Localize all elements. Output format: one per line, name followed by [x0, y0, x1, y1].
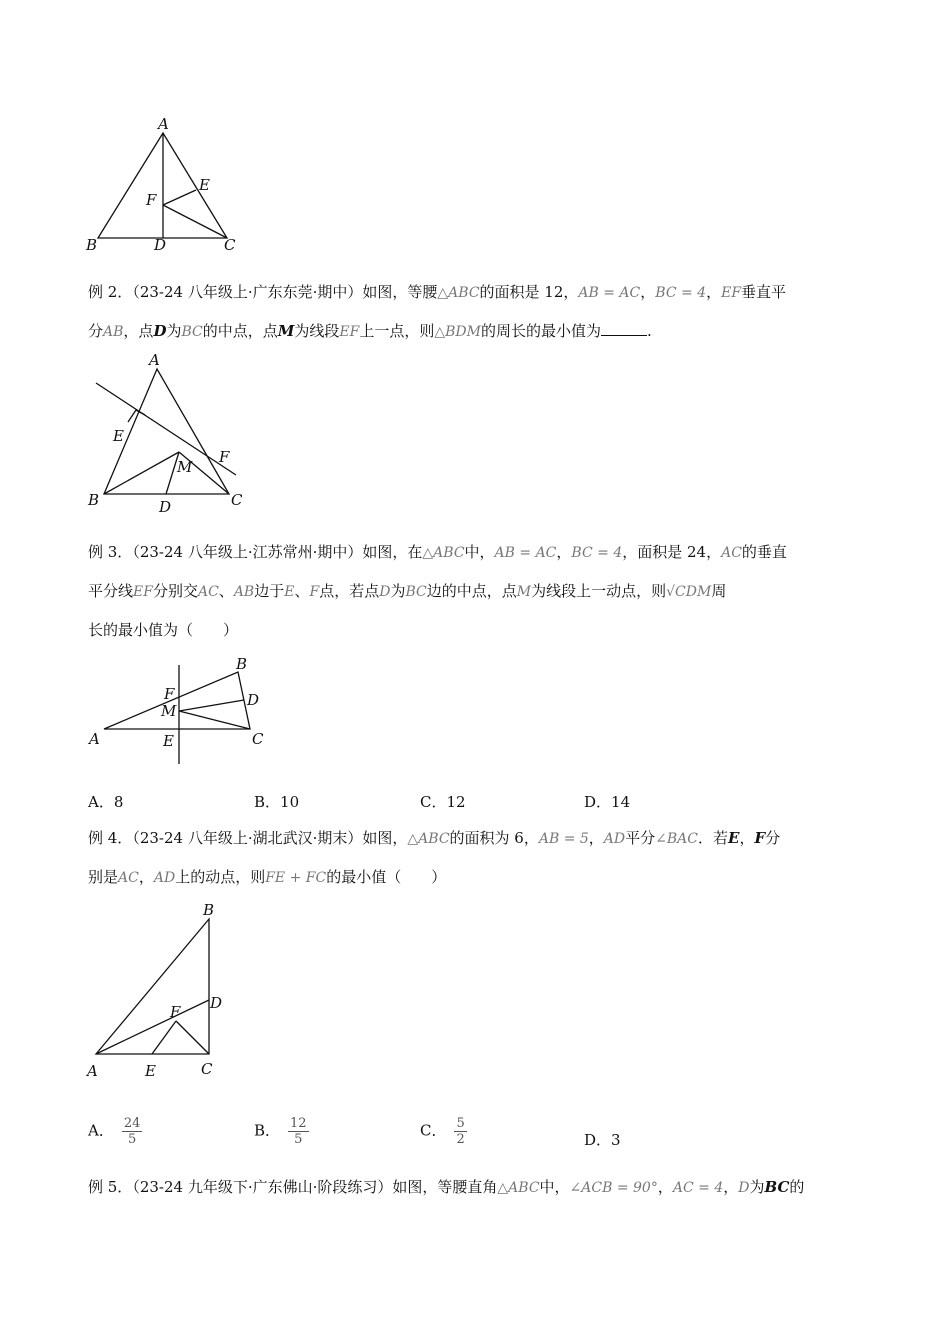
ex3-line-1: [88, 542, 787, 563]
ex5-math: D: [738, 1180, 750, 1196]
ex4-text: 上的动点，则: [175, 868, 266, 886]
figure-4-lines: [96, 919, 209, 1054]
figure-3-lines: [104, 665, 250, 764]
fig4-label-c: C: [201, 1060, 213, 1078]
ex5-math: BC: [764, 1178, 790, 1196]
ex4-label: 例 4．: [88, 829, 133, 847]
ex4-text: ，: [138, 868, 154, 886]
ex3-text: 如图，在: [362, 543, 423, 561]
ex3-label: 例 3．: [88, 543, 133, 561]
ex3-option-b[interactable]: B．10: [254, 793, 300, 811]
ex3-text: ，面积是 24，: [622, 543, 722, 561]
ex4-line-2: [88, 867, 446, 888]
ex5-text: 的: [789, 1178, 805, 1196]
ex5-source: （23-24 九年级下·广东佛山·阶段练习）: [132, 1178, 393, 1196]
ex4-math: E: [728, 829, 740, 847]
ex3-source: （23-24 八年级上·江苏常州·期中）: [132, 543, 363, 561]
ex4-text: 如图，: [362, 829, 408, 847]
fig3-label-e: E: [163, 732, 174, 750]
ex2-math: △BDM: [434, 324, 481, 340]
ex2-label: 例 2．: [88, 283, 133, 301]
ex3-text: 中，: [464, 543, 495, 561]
fig4-label-b: B: [203, 901, 215, 919]
ex2-math: AB = AC: [578, 285, 641, 301]
ex3-math: √CDM: [666, 584, 712, 600]
ex4-text: 的最小值（ ）: [326, 868, 447, 886]
ex2-text: 的中点，点: [202, 322, 278, 340]
ex5-text: 为: [749, 1178, 765, 1196]
fraction-numerator: 24: [123, 1116, 141, 1131]
ex2-text: 上一点，则: [359, 322, 435, 340]
ex3-math: F: [309, 584, 320, 600]
fig2-label-f: F: [219, 448, 230, 466]
ex3-math: BC = 4: [571, 545, 623, 561]
ex3-text: 点，若点: [319, 582, 380, 600]
ex3-text: 分别交: [152, 582, 198, 600]
ex3-math: AC: [721, 545, 742, 561]
ex4-math: AD: [603, 831, 626, 847]
ex2-text: ，点: [123, 322, 154, 340]
ex3-math: D: [379, 584, 391, 600]
fig1-label-b: B: [86, 236, 98, 254]
fig4-label-e: E: [145, 1062, 156, 1080]
fig1-label-c: C: [224, 236, 236, 254]
ex3-option-d[interactable]: D．14: [584, 793, 631, 811]
ex3-text: ，: [556, 543, 572, 561]
ex4-option-a[interactable]: [88, 1116, 142, 1147]
ex2-text: 的面积是 12，: [479, 283, 579, 301]
fig3-label-b: B: [236, 655, 248, 673]
ex5-math: △ABC: [497, 1180, 540, 1196]
fig4-label-a: A: [87, 1062, 98, 1080]
ex3-math: AC: [197, 584, 219, 600]
ex4-option-a-label: A．: [88, 1121, 114, 1140]
ex2-line-2: [88, 321, 652, 342]
ex4-math: △ABC: [407, 831, 450, 847]
ex4-text: 平分: [625, 829, 656, 847]
ex3-text: 周: [711, 582, 727, 600]
ex4-option-b-label: B．: [254, 1121, 281, 1140]
fig1-label-a: A: [158, 115, 169, 133]
ex4-line-1: [88, 828, 780, 849]
ex2-text: ，: [706, 283, 722, 301]
ex4-option-d[interactable]: D．3: [584, 1131, 621, 1149]
ex5-text: ，: [723, 1178, 739, 1196]
fig2-label-b: B: [88, 491, 100, 509]
fig3-label-d: D: [247, 691, 260, 709]
ex2-math: AB: [103, 324, 124, 340]
ex5-line-1: [88, 1177, 804, 1198]
ex4-math: AB = 5: [538, 831, 589, 847]
ex4-math: AD: [153, 870, 176, 886]
fig2-label-e: E: [113, 427, 124, 445]
fig2-label-d: D: [159, 498, 172, 516]
ex4-option-b[interactable]: [254, 1116, 309, 1147]
ex2-math: M: [277, 322, 295, 340]
ex5-text: 如图，等腰直角: [392, 1178, 498, 1196]
fig4-label-f: F: [170, 1003, 181, 1021]
ex2-text: 为线段: [294, 322, 340, 340]
fraction: [122, 1116, 143, 1147]
ex2-math: D: [153, 322, 167, 340]
ex3-text: 、: [218, 582, 234, 600]
answer-blank: [601, 321, 647, 336]
ex4-option-c[interactable]: [420, 1116, 467, 1147]
ex3-text: 边于: [254, 582, 285, 600]
fig3-label-a: A: [89, 730, 100, 748]
ex4-text: 别是: [88, 868, 119, 886]
ex3-text: 长的最小值为（ ）: [88, 621, 239, 639]
ex5-math: ∠ACB = 90°: [569, 1180, 658, 1196]
fig2-label-m: M: [177, 458, 193, 476]
ex2-text: 如图，等腰: [362, 283, 438, 301]
ex5-text: ，: [657, 1178, 673, 1196]
ex4-source: （23-24 八年级上·湖北武汉·期末）: [132, 829, 363, 847]
ex4-math: F: [754, 829, 766, 847]
ex2-text: 分: [88, 322, 104, 340]
ex3-math: AB = AC: [494, 545, 557, 561]
ex3-text: 的垂直: [741, 543, 787, 561]
fraction-denominator: 5: [294, 1132, 303, 1147]
ex4-math: ∠BAC: [655, 831, 698, 847]
ex4-text: 分: [765, 829, 781, 847]
ex3-math: BC: [405, 584, 427, 600]
ex4-text: 的面积为 6，: [449, 829, 539, 847]
fig4-label-d: D: [210, 994, 223, 1012]
fig2-label-a: A: [149, 351, 160, 369]
ex2-text: .: [646, 322, 652, 340]
ex4-text: ．若: [698, 829, 729, 847]
ex2-math: BC = 4: [655, 285, 707, 301]
fig2-label-c: C: [231, 491, 243, 509]
fig1-label-f: F: [146, 191, 157, 209]
fig1-label-e: E: [199, 176, 210, 194]
ex3-line-2: [88, 581, 726, 602]
ex5-text: 中，: [539, 1178, 570, 1196]
fig3-label-f: F: [164, 685, 175, 703]
fig3-label-c: C: [252, 730, 264, 748]
fig3-label-m: M: [161, 702, 177, 720]
ex2-line-1: [88, 282, 786, 303]
ex3-text: 为: [390, 582, 406, 600]
ex4-text: ，: [588, 829, 604, 847]
ex4-math: FE + FC: [265, 870, 327, 886]
ex2-math: BC: [181, 324, 203, 340]
ex5-math: AC = 4: [672, 1180, 724, 1196]
ex3-text: 平分线: [88, 582, 134, 600]
ex3-math: △ABC: [422, 545, 465, 561]
ex3-text: 边的中点，点: [426, 582, 517, 600]
ex2-math: EF: [339, 324, 360, 340]
ex3-option-c[interactable]: C．12: [420, 793, 466, 811]
ex3-line-3: [88, 620, 238, 640]
ex4-option-c-label: C．: [420, 1121, 447, 1140]
ex3-math: M: [516, 584, 532, 600]
ex2-source: （23-24 八年级上·广东东莞·期中）: [132, 283, 363, 301]
fraction: [288, 1116, 309, 1147]
fraction-denominator: 2: [456, 1132, 465, 1147]
ex2-math: △ABC: [437, 285, 480, 301]
fraction-numerator: 12: [290, 1116, 307, 1131]
ex2-text: 为: [166, 322, 182, 340]
ex3-text: 为线段上一动点，则: [531, 582, 667, 600]
ex4-text: ，: [739, 829, 755, 847]
ex4-math: AC: [118, 870, 139, 886]
fraction-numerator: 5: [456, 1116, 465, 1131]
ex2-math: EF: [721, 285, 742, 301]
ex3-option-a[interactable]: A．8: [88, 793, 124, 811]
ex3-math: E: [284, 584, 295, 600]
fig1-label-d: D: [154, 236, 167, 254]
fraction-denominator: 5: [127, 1132, 137, 1147]
ex2-text: ，: [640, 283, 656, 301]
ex3-math: EF: [133, 584, 153, 600]
ex5-label: 例 5．: [88, 1178, 133, 1196]
ex2-text: 垂直平: [741, 283, 787, 301]
ex3-math: AB: [233, 584, 255, 600]
ex2-text: 的周长的最小值为: [480, 322, 601, 340]
ex3-text: 、: [294, 582, 310, 600]
fraction: [454, 1116, 466, 1147]
